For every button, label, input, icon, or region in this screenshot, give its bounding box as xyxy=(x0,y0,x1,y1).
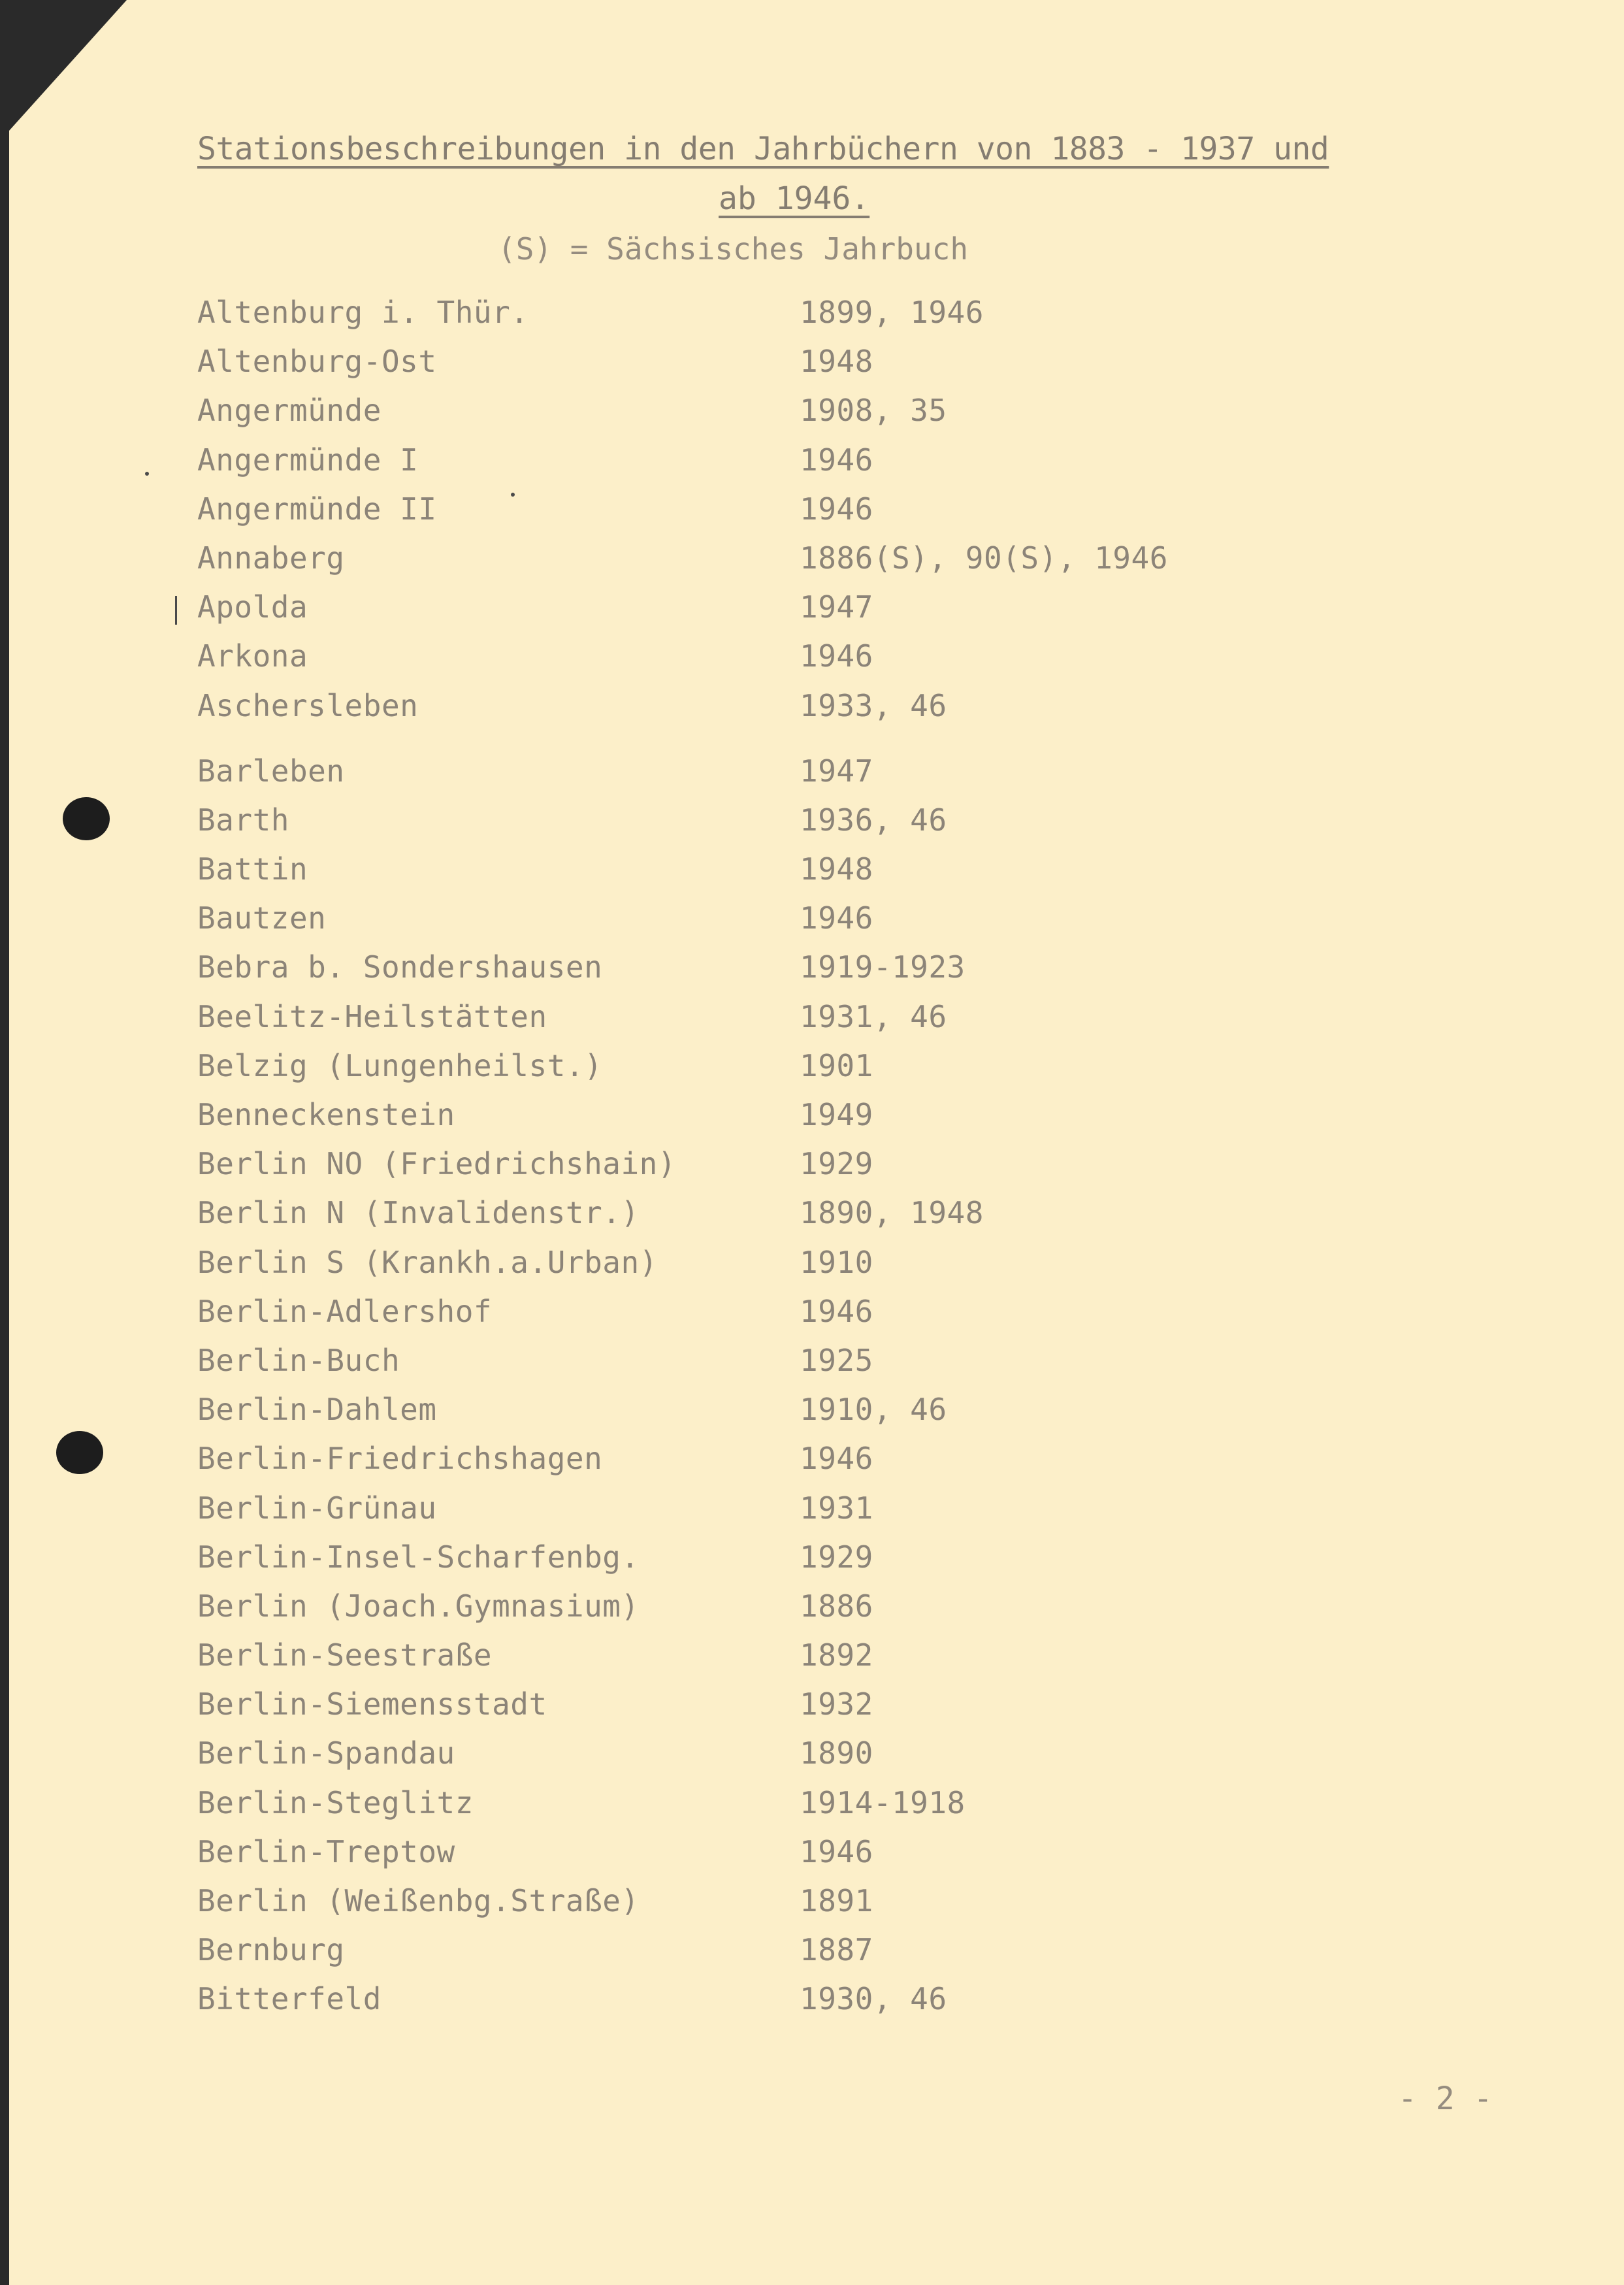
station-years: 1936, 46 xyxy=(800,802,947,838)
station-years: 1946 xyxy=(800,442,873,478)
station-row xyxy=(197,342,1308,391)
station-name: Angermünde II xyxy=(197,491,437,527)
station-name: Berlin-Adlershof xyxy=(197,1293,493,1329)
station-name: Berlin-Steglitz xyxy=(197,1784,474,1820)
page-number: - 2 - xyxy=(1398,2080,1493,2117)
station-name: Arkona xyxy=(197,638,308,674)
station-name: Bitterfeld xyxy=(197,1981,382,2017)
station-row xyxy=(197,1341,1308,1390)
station-name: Barleben xyxy=(197,753,345,789)
station-years: 1925 xyxy=(800,1342,873,1378)
station-row xyxy=(197,1390,1308,1439)
margin-pencil-mark xyxy=(175,596,177,625)
station-years: 1929 xyxy=(800,1539,873,1575)
station-years: 1886(S), 90(S), 1946 xyxy=(800,540,1168,576)
station-years: 1931, 46 xyxy=(800,998,947,1034)
station-years: 1949 xyxy=(800,1097,873,1132)
station-row xyxy=(197,1488,1308,1537)
station-years: 1914-1918 xyxy=(800,1784,966,1820)
station-name: Bernburg xyxy=(197,1932,345,1968)
station-years: 1887 xyxy=(800,1932,873,1968)
station-name: Aschersleben xyxy=(197,687,419,723)
station-list xyxy=(197,293,1308,2029)
station-years: 1929 xyxy=(800,1146,873,1182)
station-row xyxy=(197,898,1308,947)
station-name: Berlin N (Invalidenstr.) xyxy=(197,1195,640,1231)
station-row xyxy=(197,1586,1308,1636)
punch-hole-lower xyxy=(56,1431,103,1474)
document-subtitle: (S) = Sächsisches Jahrbuch xyxy=(498,231,969,267)
station-name: Berlin S (Krankh.a.Urban) xyxy=(197,1244,658,1280)
station-row xyxy=(197,1881,1308,1930)
station-years: 1946 xyxy=(800,900,873,936)
station-years: 1932 xyxy=(800,1686,873,1722)
station-years: 1947 xyxy=(800,753,873,789)
station-row xyxy=(197,636,1308,685)
station-name: Angermünde xyxy=(197,393,382,429)
station-years: 1947 xyxy=(800,589,873,625)
station-years: 1910, 46 xyxy=(800,1392,947,1428)
station-row xyxy=(197,1636,1308,1685)
station-years: 1931 xyxy=(800,1490,873,1526)
margin-dot xyxy=(145,472,149,476)
station-row xyxy=(197,947,1308,996)
station-years: 1946 xyxy=(800,1833,873,1869)
station-years: 1890, 1948 xyxy=(800,1195,984,1231)
station-row xyxy=(197,1193,1308,1242)
station-name: Berlin (Weißenbg.Straße) xyxy=(197,1883,640,1918)
station-row xyxy=(197,538,1308,587)
station-years: 1948 xyxy=(800,344,873,380)
station-years: 1933, 46 xyxy=(800,687,947,723)
station-name: Berlin-Grünau xyxy=(197,1490,437,1526)
station-name: Berlin-Siemensstadt xyxy=(197,1686,547,1722)
station-years: 1901 xyxy=(800,1047,873,1083)
station-row xyxy=(197,849,1308,898)
station-years: 1890 xyxy=(800,1735,873,1771)
station-name: Apolda xyxy=(197,589,308,625)
station-name: Barth xyxy=(197,802,289,838)
station-row xyxy=(197,1292,1308,1341)
station-years: 1892 xyxy=(800,1637,873,1673)
station-row xyxy=(197,1243,1308,1292)
document-title-continuation: ab 1946. xyxy=(719,180,870,217)
station-row xyxy=(197,1685,1308,1734)
station-years: 1946 xyxy=(800,1441,873,1477)
station-name: Benneckenstein xyxy=(197,1097,455,1132)
station-row xyxy=(197,1537,1308,1586)
station-row xyxy=(197,1046,1308,1095)
station-name: Berlin-Seestraße xyxy=(197,1637,493,1673)
station-name: Beelitz-Heilstätten xyxy=(197,998,547,1034)
station-name: Berlin-Buch xyxy=(197,1342,400,1378)
station-row xyxy=(197,1979,1308,2028)
station-years: 1910 xyxy=(800,1244,873,1280)
document-title: Stationsbeschreibungen in den Jahrbüchern von 1883 - 1937 und xyxy=(197,131,1329,167)
station-name: Altenburg i. Thür. xyxy=(197,295,529,330)
station-name: Berlin-Insel-Scharfenbg. xyxy=(197,1539,640,1575)
station-name: Belzig (Lungenheilst.) xyxy=(197,1047,603,1083)
station-years: 1946 xyxy=(800,491,873,527)
station-row xyxy=(197,489,1308,538)
punch-hole-upper xyxy=(63,797,110,840)
station-name: Altenburg-Ost xyxy=(197,344,437,380)
station-years: 1908, 35 xyxy=(800,393,947,429)
station-row xyxy=(197,293,1308,342)
station-name: Angermünde I xyxy=(197,442,419,478)
station-row xyxy=(197,1734,1308,1783)
station-row xyxy=(197,997,1308,1046)
station-row xyxy=(197,1439,1308,1488)
station-years: 1891 xyxy=(800,1883,873,1918)
station-name: Berlin-Friedrichshagen xyxy=(197,1441,603,1477)
station-row xyxy=(197,800,1308,849)
station-row xyxy=(197,587,1308,636)
station-row xyxy=(197,1144,1308,1193)
station-row xyxy=(197,1832,1308,1881)
station-years: 1886 xyxy=(800,1588,873,1624)
station-name: Berlin-Spandau xyxy=(197,1735,455,1771)
station-row xyxy=(197,1930,1308,1979)
station-row xyxy=(197,1783,1308,1832)
margin-dot xyxy=(511,493,515,497)
station-years: 1919-1923 xyxy=(800,949,966,985)
station-row xyxy=(197,1095,1308,1144)
station-years: 1946 xyxy=(800,638,873,674)
station-name: Berlin NO (Friedrichshain) xyxy=(197,1146,677,1182)
station-name: Bebra b. Sondershausen xyxy=(197,949,603,985)
station-years: 1948 xyxy=(800,851,873,887)
station-name: Bautzen xyxy=(197,900,327,936)
station-row xyxy=(197,440,1308,489)
station-row xyxy=(197,391,1308,440)
station-name: Berlin-Dahlem xyxy=(197,1392,437,1428)
station-row xyxy=(197,751,1308,800)
station-name: Annaberg xyxy=(197,540,345,576)
station-years: 1930, 46 xyxy=(800,1981,947,2017)
station-name: Berlin-Treptow xyxy=(197,1833,455,1869)
station-years: 1946 xyxy=(800,1293,873,1329)
station-row xyxy=(197,686,1308,735)
station-years: 1899, 1946 xyxy=(800,295,984,330)
station-name: Battin xyxy=(197,851,308,887)
station-name: Berlin (Joach.Gymnasium) xyxy=(197,1588,640,1624)
